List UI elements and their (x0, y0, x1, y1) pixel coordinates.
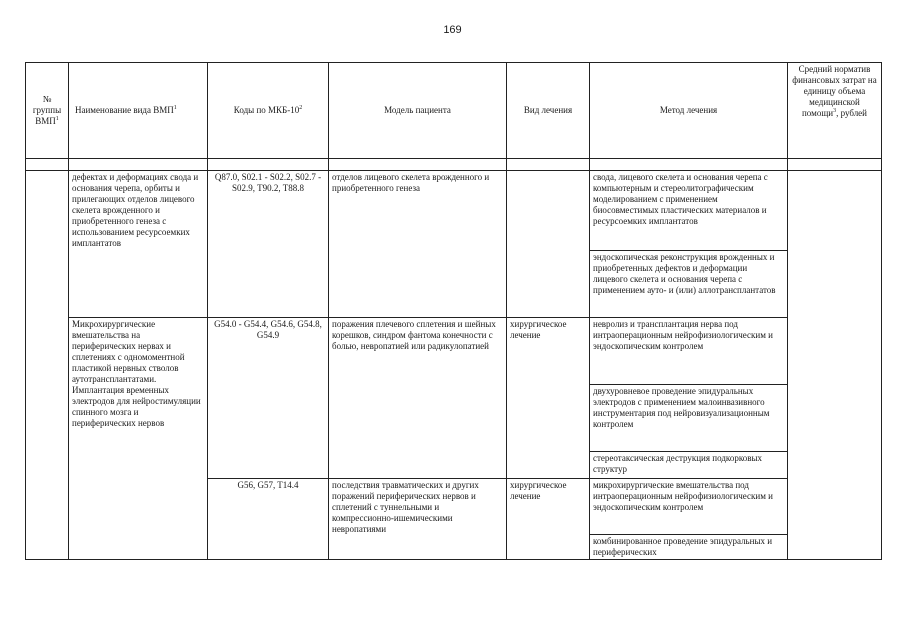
treatment-type-cell (507, 171, 590, 318)
treatment-method-cell: комбинированное проведение эпидуральных и периферических (590, 535, 788, 560)
vmp-name-cell: дефектах и деформациях свода и основания черепа, орбиты и прилегающих отделов лицевого скелета врожденного и приобретенного генеза с использованием ресурсоемких имплантатов (69, 171, 208, 318)
patient-model-cell: поражения плечевого сплетения и шейных корешков, синдром фантома конечности с болью, невропатией или радикулопатией (329, 318, 507, 479)
header-vmp-name: Наименование вида ВМП$^1$ (69, 63, 208, 159)
header-icd-codes: Коды по МКБ-$10^2$ (208, 63, 329, 159)
table-header-row (26, 63, 882, 159)
treatment-method-cell: микрохирургические вмешательства под интраоперационным нейрофизиологическим и эндоскопическим контролем (590, 479, 788, 535)
treatment-method-cell: эндоскопическая реконструкция врожденных и приобретенных дефектов и деформации лицевого скелета и основания черепа с применением ауто- и (или) аллотрансплантатов (590, 251, 788, 318)
table-row (26, 318, 882, 385)
patient-model-cell: последствия травматических и других поражений периферических нервов и сплетений с туннельными и компрессионно-ишемическими невропатиями (329, 479, 507, 560)
treatment-method-cell: двухуровневое проведение эпидуральных электродов с применением малоинвазивного инструментария под нейровизуализационным контролем (590, 385, 788, 452)
header-group-number: № группы ВМП$^1$ (26, 63, 69, 159)
icd-codes-cell: G54.0 - G54.4, G54.6, G54.8, G54.9 (208, 318, 329, 479)
treatment-type-cell: хирургическое лечение (507, 318, 590, 479)
treatment-method-cell: свода, лицевого скелета и основания черепа с компьютерным и стереолитографическим моделированием с применением биосовместимых пластических материалов и ресурсоемких имплантатов (590, 171, 788, 251)
patient-model-cell: отделов лицевого скелета врожденного и приобретенного генеза (329, 171, 507, 318)
header-cost-standard: Средний норматив финансовых затрат на единицу объема медицинской помощи$^3$, рублей (788, 63, 882, 159)
vmp-name-cell: Микрохирургические вмешательства на периферических нервах и сплетениях с одномоментной пластикой нервных стволов аутотрансплантатами. Имплантация временных электродов для нейростимуляции спинного мозга и периферических нервов (69, 318, 208, 560)
icd-codes-cell: Q87.0, S02.1 - S02.2, S02.7 - S02.9, T90.2, T88.8 (208, 171, 329, 318)
header-treatment-type: Вид лечения (507, 63, 590, 159)
treatment-type-cell: хирургическое лечение (507, 479, 590, 560)
cost-cell (788, 171, 882, 560)
treatment-method-cell: стереотаксическая деструкция подкорковых структур (590, 452, 788, 479)
page-number: 169 (443, 24, 462, 36)
spacer-row (26, 159, 882, 171)
treatment-method-cell: невролиз и трансплантация нерва под интраоперационным нейрофизиологическим и эндоскопическим контролем (590, 318, 788, 385)
icd-codes-cell: G56, G57, T14.4 (208, 479, 329, 560)
header-patient-model: Модель пациента (329, 63, 507, 159)
header-treatment-method: Метод лечения (590, 63, 788, 159)
table-row (26, 171, 882, 251)
vmp-table (25, 62, 882, 560)
group-number-cell (26, 171, 69, 560)
